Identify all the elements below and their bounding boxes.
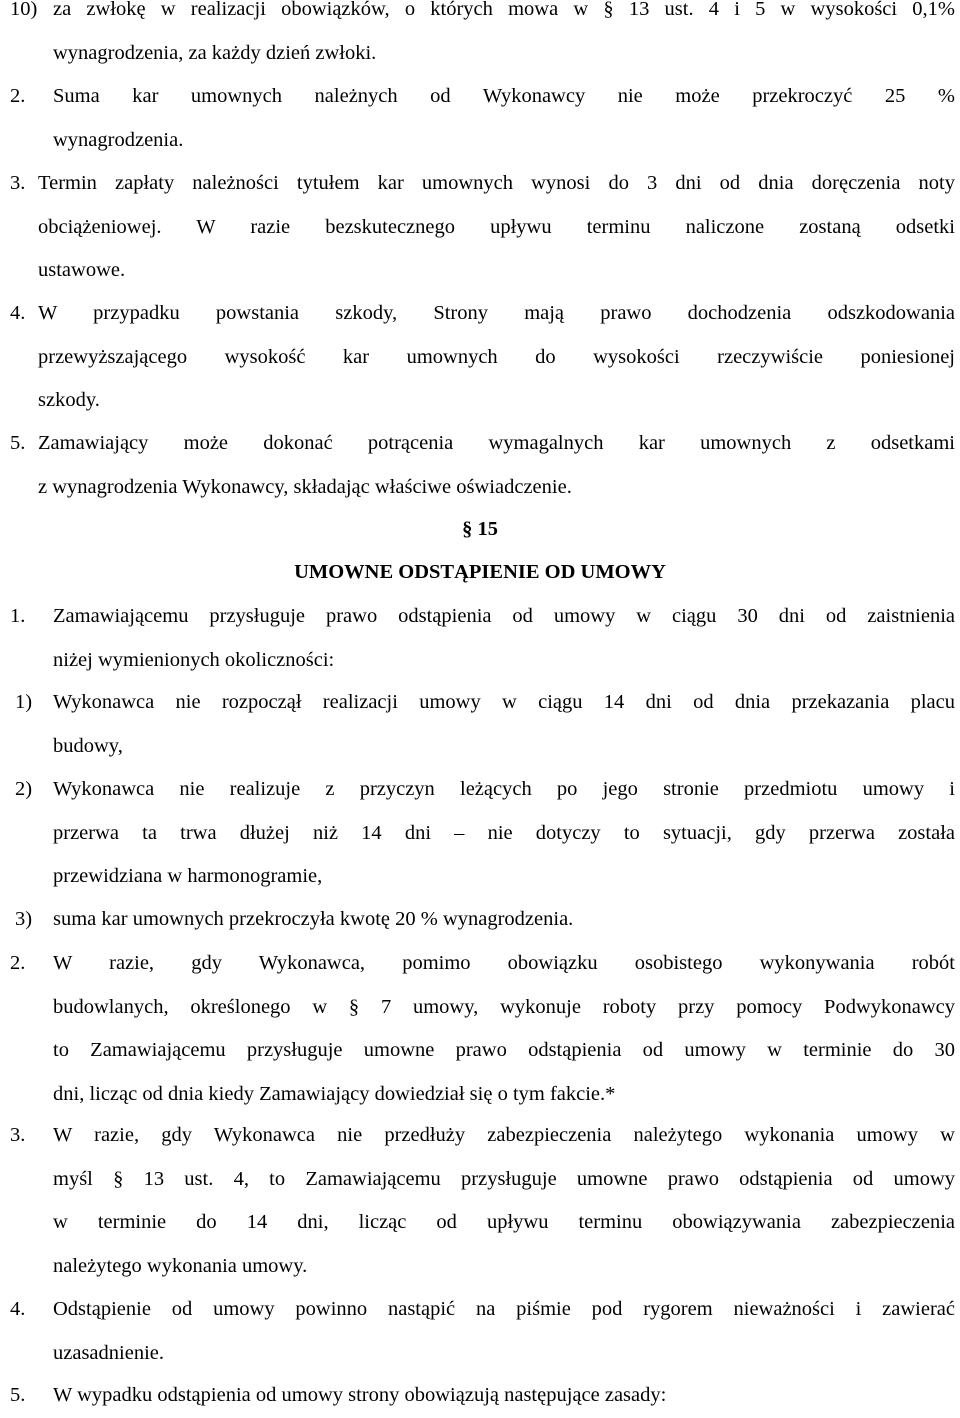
item-text-line: należytego wykonania umowy. (53, 1254, 308, 1277)
item-text-line: W razie, gdy Wykonawca nie przedłuży zabezpieczenia należytego wykonania umowy w (53, 1124, 955, 1146)
list-item (0, 75, 960, 162)
item-text-line: w terminie do 14 dni, licząc od upływu terminu obowiązywania zabezpieczenia (53, 1211, 955, 1233)
list-item (0, 0, 960, 75)
section-number: § 15 (462, 518, 498, 540)
item-number: 3. (10, 172, 26, 194)
item-text-line: Zamawiającemu przysługuje prawo odstąpienia od umowy w ciągu 30 dni od zaistnienia (53, 605, 955, 627)
item-text-line: wynagrodzenia. (53, 128, 184, 151)
list-item (0, 898, 960, 942)
item-number: 10) (10, 0, 38, 20)
item-text-line: wynagrodzenia, za każdy dzień zwłoki. (53, 41, 377, 64)
item-number: 4. (10, 302, 26, 324)
item-text-line: za zwłokę w realizacji obowiązków, o których mowa w § 13 ust. 4 i 5 w wysokości 0,1% (53, 0, 955, 20)
list-item (0, 1288, 960, 1375)
item-text-line: to Zamawiającemu przysługuje umowne prawo odstąpienia od umowy w terminie do 30 (53, 1039, 955, 1061)
item-text-line: W przypadku powstania szkody, Strony mają prawo dochodzenia odszkodowania (38, 302, 955, 324)
item-text-line: W razie, gdy Wykonawca, pomimo obowiązku osobistego wykonywania robót (53, 952, 955, 974)
list-item (0, 1374, 960, 1410)
item-text-line: z wynagrodzenia Wykonawcy, składając właściwe oświadczenie. (38, 475, 572, 498)
item-text-line: dni, licząc od dnia kiedy Zamawiający dowiedział się o tym fakcie.* (53, 1082, 616, 1105)
item-text-line: przewidziana w harmonogramie, (53, 865, 323, 887)
item-text-line: W wypadku odstąpienia od umowy strony obowiązują następujące zasady: (53, 1384, 667, 1406)
item-text-line: przerwa ta trwa dłużej niż 14 dni – nie dotyczy to sytuacji, gdy przerwa została (53, 821, 955, 844)
item-number: 3. (10, 1124, 26, 1146)
item-number: 2) (15, 778, 33, 800)
item-number: 1. (10, 605, 26, 627)
item-text-line: ustawowe. (38, 259, 126, 281)
item-text-line: szkody. (38, 389, 100, 411)
item-text-line: Termin zapłaty należności tytułem kar umownych wynosi do 3 dni od dnia doręczenia noty (38, 172, 955, 194)
section-title: UMOWNE ODSTĄPIENIE OD UMOWY (294, 561, 666, 583)
item-text-line: Odstąpienie od umowy powinno nastąpić na piśmie pod rygorem nieważności i zawierać (53, 1298, 955, 1320)
item-number: 2. (10, 85, 26, 107)
item-number: 5. (10, 432, 26, 454)
item-text-line: Wykonawca nie realizuje z przyczyn leżących po jego stronie przedmiotu umowy i (53, 778, 955, 800)
list-item (0, 942, 960, 1116)
list-item (0, 292, 960, 423)
item-text-line: Wykonawca nie rozpoczął realizacji umowy w ciągu 14 dni od dnia przekazania placu (53, 691, 955, 713)
list-item (0, 595, 960, 682)
item-text-line: budowy, (53, 734, 123, 757)
item-number: 4. (10, 1298, 26, 1320)
item-text-line: niżej wymienionych okoliczności: (53, 648, 335, 671)
item-text-line: Zamawiający może dokonać potrącenia wymagalnych kar umownych z odsetkami (38, 432, 955, 454)
list-item (0, 162, 960, 293)
item-text-line: obciążeniowej. W razie bezskutecznego upływu terminu naliczone zostaną odsetki (38, 215, 955, 238)
list-item (0, 1114, 960, 1288)
item-text-line: przewyższającego wysokość kar umownych do wysokości rzeczywiście poniesionej (38, 345, 955, 368)
list-item (0, 422, 960, 509)
item-number: 1) (15, 691, 33, 713)
item-text-line: Suma kar umownych należnych od Wykonawcy nie może przekroczyć 25 % (53, 85, 955, 107)
item-number: 5. (10, 1384, 26, 1406)
item-number: 2. (10, 952, 26, 974)
item-number: 3) (15, 908, 33, 930)
item-text-line: myśl § 13 ust. 4, to Zamawiającemu przysługuje umowne prawo odstąpienia od umowy (53, 1167, 955, 1190)
list-item (0, 768, 960, 899)
item-text-line: budowlanych, określonego w § 7 umowy, wykonuje roboty przy pomocy Podwykonawcy (53, 995, 955, 1018)
item-text-line: uzasadnienie. (53, 1341, 164, 1364)
list-item (0, 681, 960, 768)
item-text-line: suma kar umownych przekroczyła kwotę 20 % wynagrodzenia. (53, 908, 574, 930)
